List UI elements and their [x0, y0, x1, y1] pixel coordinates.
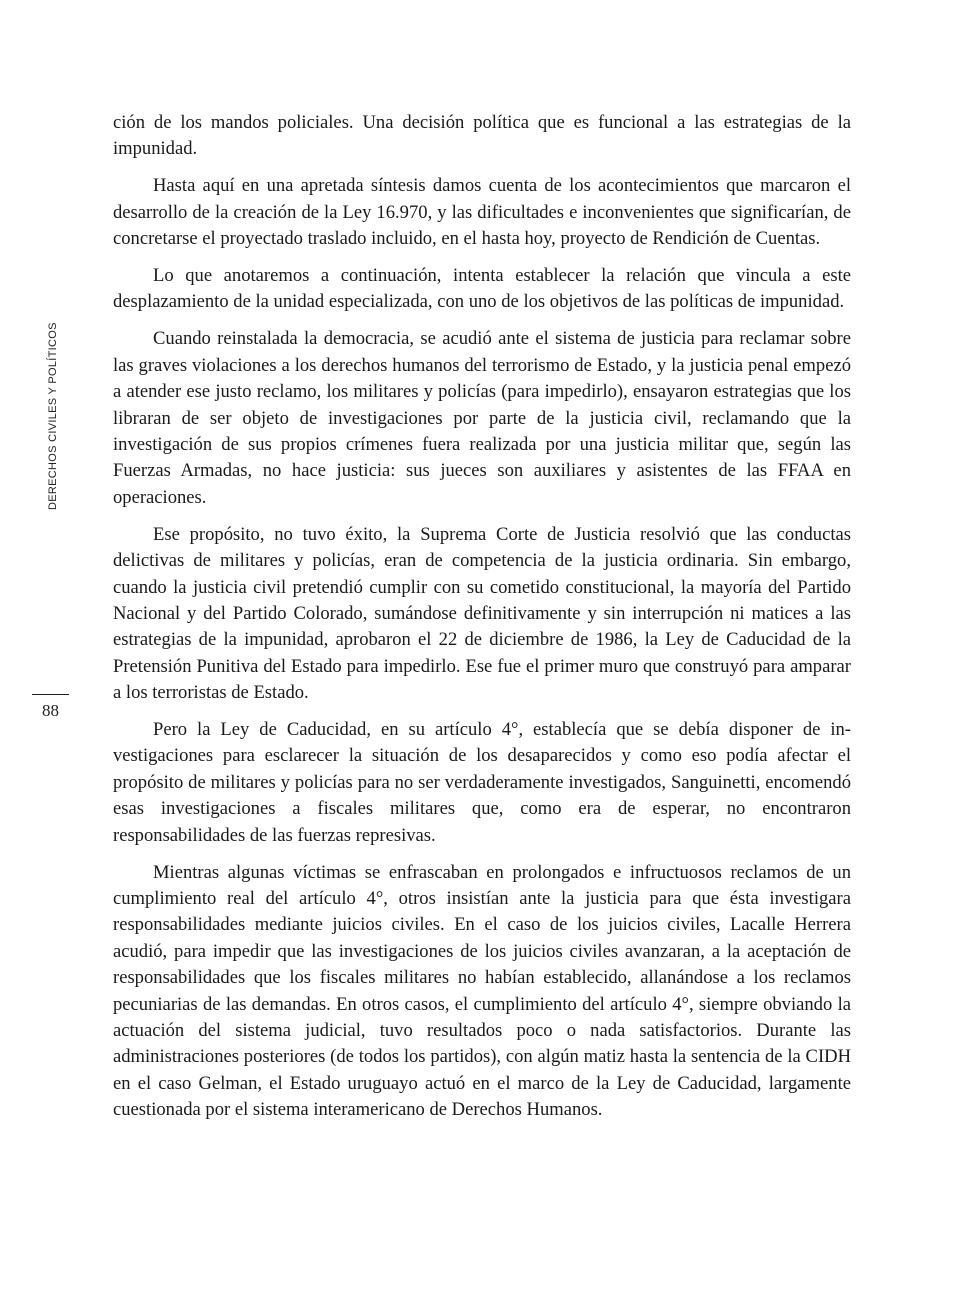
running-section-label: DERECHOS CIVILES Y POLÍTICOS — [47, 322, 59, 510]
paragraph-7: Mientras algunas víctimas se enfrascaban en prolongados e infructuosos reclamos de un cumplimiento real del artículo 4°, otros insistían ante la justicia para que ésta investigara responsabilidades mediante juicios civiles. En el caso de los juicios civiles, Lacalle Herrera acudió, para impedir que las investigaciones de los juicios civiles avanzaran, a la aceptación de responsabilidades que los fiscales militares no habían establecido, allanándose a los reclamos pecuniarias de las demandas. En otros casos, el cumplimiento del artículo 4°, siempre obviando la actuación del sistema judicial, tuvo resultados poco o nada satisfactorios. Durante las administraciones posteriores (de todos los partidos), con algún matiz hasta la sentencia de la CIDH en el caso Gelman, el Estado uruguayo actuó en el marco de la Ley de Caducidad, largamente cuestionada por el sistema interamericano de Derechos Humanos. — [113, 861, 851, 1121]
page-number-rule — [32, 694, 69, 695]
paragraph-5: Ese propósito, no tuvo éxito, la Suprema Corte de Justicia resolvió que las conductas delictivas de militares y policías, eran de competencia de la justicia ordinaria. Sin embargo, cuando la justicia civil pretendió cumplir con su cometido constitucional, la mayoría del Partido Nacional y del Partido Colorado, sumándose definitivamente y sin interrupción ni matices a las estrategias de la impunidad, aprobaron el 22 de diciembre de 1986, la Ley de Caducidad de la Pretensión Punitiva del Estado para impedirlo. Ese fue el primer muro que construyó para amparar a los terroristas de Estado. — [113, 523, 851, 704]
paragraph-1: ción de los mandos policiales. Una decisión política que es funcional a las estrategias de la impunidad. — [113, 112, 851, 160]
paragraph-2: Hasta aquí en una apretada síntesis damos cuenta de los acontecimientos que marcaron el desarrollo de la creación de la Ley 16.970, y las dificultades e inconvenientes que significarían, de concretarse el proyectado traslado incluido, en el hasta hoy, proyecto de Rendición de Cuentas. — [113, 175, 851, 250]
page-number: 88 — [42, 701, 59, 720]
paragraph-3: Lo que anotaremos a continuación, intenta establecer la relación que vincula a este desplazamiento de la unidad especializada, con uno de los objetivos de las políticas de impunidad. — [113, 265, 851, 313]
paragraph-4: Cuando reinstalada la democracia, se acudió ante el sistema de justicia para reclamar sobre las graves violaciones a los derechos humanos del terrorismo de Estado, y la justicia penal empezó a atender ese justo reclamo, los militares y policías (para impedirlo), ensayaron estrategias que los libraran de ser objeto de investigaciones por parte de la justicia civil, reclamando que la investigación de sus propios crímenes fuera realizada por una justicia militar que, según las Fuerzas Armadas, no hace justicia: sus jueces son auxiliares y asistentes de las FFAA en operaciones. — [113, 328, 851, 508]
paragraph-6: Pero la Ley de Caducidad, en su artículo 4°, establecía que se debía disponer de investigaciones para esclarecer la situación de los desaparecidos y como eso podía afectar el propósito de militares y policías para no ser verdaderamente investigados, Sanguinetti, encomendó esas investigaciones a fiscales militares que, como era de esperar, no encontraron responsabilidades de las fuerzas represivas. — [113, 719, 851, 846]
body-text — [113, 110, 851, 1134]
